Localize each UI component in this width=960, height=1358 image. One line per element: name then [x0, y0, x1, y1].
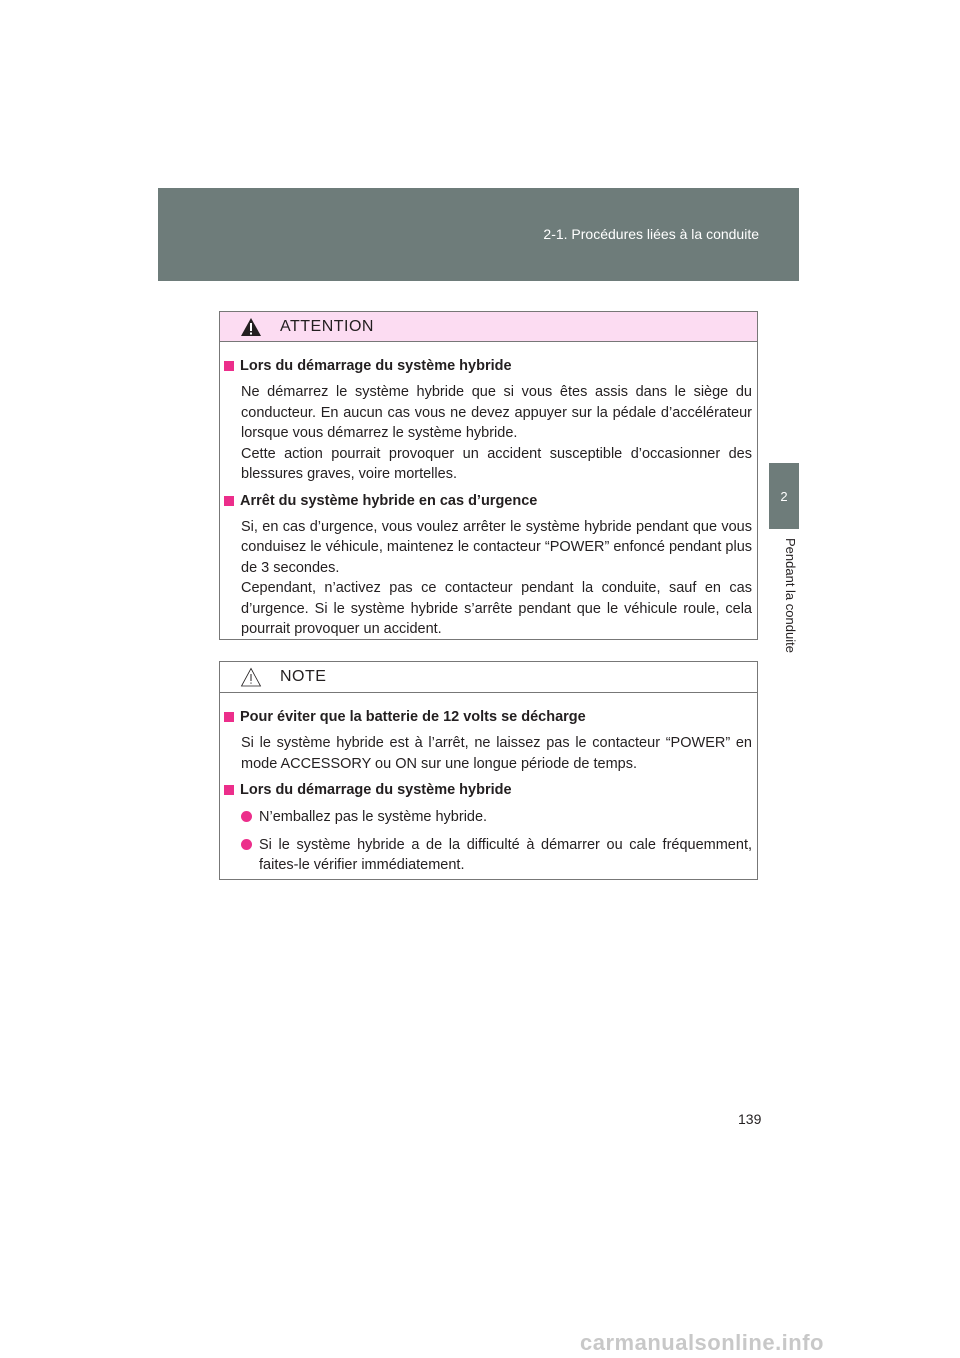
- round-bullet-icon: [241, 811, 252, 822]
- warning-outline-icon: [240, 667, 262, 687]
- square-bullet-icon: [224, 712, 234, 722]
- note-box: [219, 661, 758, 880]
- watermark: carmanualsonline.info: [580, 1330, 824, 1355]
- attention-section-title: Lors du démarrage du système hybride: [222, 356, 752, 376]
- note-label: NOTE: [280, 668, 327, 685]
- attention-paragraph: Si, en cas d’urgence, vous voulez arrêter le système hybride pendant que vous conduisez le véhicule, maintenez le contacteur “POWER” enfoncé pendant plus de 3 secondes.: [241, 518, 753, 576]
- attention-box: [219, 311, 758, 640]
- square-bullet-icon: [224, 785, 234, 795]
- page-number: 139: [738, 1111, 762, 1127]
- attention-section-title: Arrêt du système hybride en cas d’urgence: [222, 491, 752, 511]
- attention-paragraph: Ne démarrez le système hybride que si vous êtes assis dans le siège du conducteur. En aucun cas vous ne devez appuyer sur la pédale d’accélérateur lorsque vous démarrez le système hybride.: [241, 384, 752, 441]
- note-paragraph: Si le système hybride est à l’arrêt, ne laissez pas le contacteur “POWER” en mode ACCESSORY ou ON sur une longue période de temps.: [241, 735, 752, 772]
- attention-label: ATTENTION: [280, 317, 374, 335]
- note-section-title: Pour éviter que la batterie de 12 volts se décharge: [222, 707, 752, 727]
- note-section-title: Lors du démarrage du système hybride: [222, 780, 752, 800]
- attention-paragraph: Cependant, n’activez pas ce contacteur pendant la conduite, sauf en cas d’urgence. Si le système hybride s’arrête pendant que le véhicule roule, cela pourrait provoquer un accident.: [241, 580, 752, 637]
- chapter-side-label: Pendant la conduite: [783, 538, 798, 653]
- list-item: Si le système hybride a de la difficulté à démarrer ou cale fréquemment, faites-le vérifier immédiatement.: [241, 835, 752, 876]
- round-bullet-icon: [241, 839, 252, 850]
- chapter-header-band: [158, 188, 799, 281]
- warning-filled-icon: [240, 317, 262, 337]
- note-header: [220, 662, 757, 693]
- list-item: N’emballez pas le système hybride.: [241, 807, 752, 828]
- chapter-tab: [769, 463, 799, 529]
- square-bullet-icon: [224, 361, 234, 371]
- attention-paragraph: Cette action pourrait provoquer un accident susceptible d’occasionner des blessures graves, voire mortelles.: [241, 445, 752, 482]
- chapter-title: 2-1. Procédures liées à la conduite: [543, 226, 759, 242]
- square-bullet-icon: [224, 496, 234, 506]
- attention-header: [220, 312, 757, 342]
- chapter-number: 2: [780, 489, 788, 504]
